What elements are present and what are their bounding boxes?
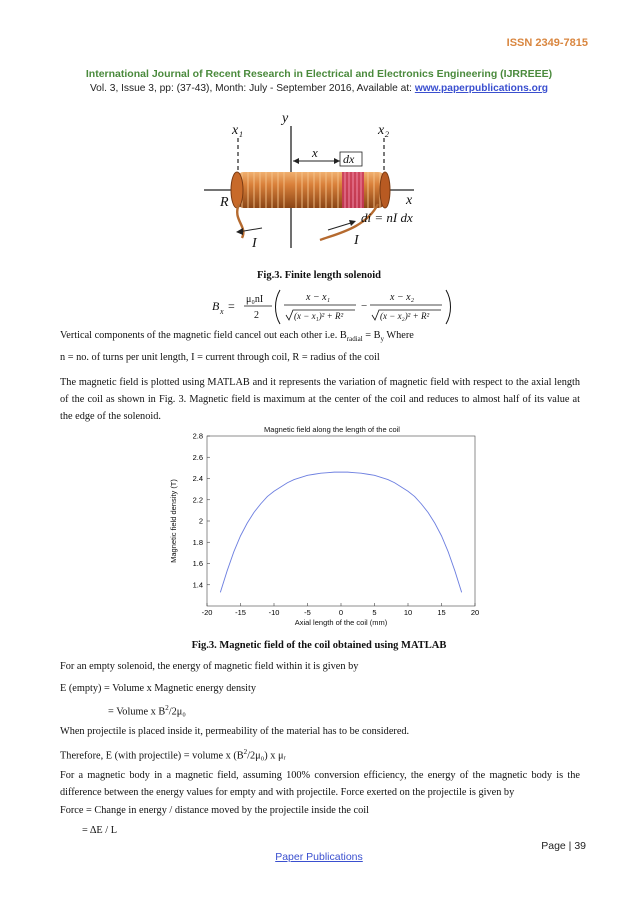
chart-point xyxy=(361,473,362,474)
chart-xlabel: Axial length of the coil (mm) xyxy=(294,618,388,627)
chart-point xyxy=(461,592,462,593)
journal-url-link[interactable]: www.paperpublications.org xyxy=(414,83,549,94)
eq-paren-right xyxy=(446,290,451,324)
chart-points xyxy=(220,472,462,593)
paragraph-permeability: When projectile is placed inside it, permeability of the material has to be considered. xyxy=(60,726,410,737)
chart-point xyxy=(307,475,308,476)
eq-lhs-sub: x xyxy=(220,307,224,316)
label-R: R xyxy=(220,195,229,210)
chart-point xyxy=(401,487,402,488)
eq-coef-den: 2 xyxy=(254,310,259,321)
label-dx: dx xyxy=(343,152,355,166)
chart-ylabel: Magnetic field density (T) xyxy=(169,479,178,563)
field-equation xyxy=(200,286,460,328)
p1-sub2: y xyxy=(380,335,385,344)
eq-lhs: B xyxy=(212,299,220,313)
p1-text: Vertical components of the magnetic field cancel out each other i.e. B xyxy=(60,330,347,341)
chart-point xyxy=(388,479,389,480)
chart-point xyxy=(368,474,369,475)
y-tick-label: 1.8 xyxy=(192,537,203,547)
chart-series-line xyxy=(220,472,461,592)
equation-with-projectile xyxy=(60,748,286,761)
chart-point xyxy=(280,487,281,488)
eq-den2: (x − x₂)² + R² xyxy=(380,311,430,321)
eq-minus: − xyxy=(361,300,368,312)
y-tick-label: 1.4 xyxy=(192,580,203,590)
paragraph-matlab-plot: The magnetic field is plotted using MATLAB and it represents the variation of magnetic field with respect to the axial length of the coil as shown in Fig. 3. Magnetic field is maximum at the center of the coil and reduces to almost half of its value at the edge of the solenoid. xyxy=(60,377,580,422)
equation-delta-e: = ΔE / L xyxy=(82,825,118,836)
journal-info-text: Vol. 3, Issue 3, pp: (37-43), Month: July - September 2016, Available at: xyxy=(89,83,415,94)
chart-point xyxy=(455,571,456,572)
chart-point xyxy=(428,512,429,513)
chart-point xyxy=(341,472,342,473)
chart-point xyxy=(347,472,348,473)
p8-post: /2μ₀) x μᵣ xyxy=(247,750,286,762)
x-tick-label: -15 xyxy=(235,608,246,617)
x-tick-label: 5 xyxy=(372,608,377,617)
chart-point xyxy=(374,475,375,476)
chart-point xyxy=(294,479,295,480)
paragraph-definitions: n = no. of turns per unit length, I = current through coil, R = radius of the coil xyxy=(60,352,380,363)
chart-point xyxy=(220,592,221,593)
eq-num2: x − x₂ xyxy=(390,292,415,303)
publisher-link[interactable]: Paper Publications xyxy=(275,851,363,863)
equation-force: Force = Change in energy / distance moved by the projectile inside the coil xyxy=(60,805,370,816)
eq-den1: (x − x₁)² + R² xyxy=(294,311,344,321)
x-tick-label: -5 xyxy=(304,608,311,617)
eq-num1: x − x₁ xyxy=(306,292,331,303)
chart-point xyxy=(381,477,382,478)
eq-paren-left xyxy=(276,290,281,324)
eq-equals: = xyxy=(228,299,235,313)
chart-point xyxy=(441,536,442,537)
eq-coef-num: μ₀nI xyxy=(246,294,264,305)
chart-point xyxy=(394,482,395,483)
x-tick-label: 20 xyxy=(470,608,480,617)
chart-point xyxy=(274,491,275,492)
chart-point xyxy=(227,571,228,572)
y-tick-label: 2.4 xyxy=(192,474,203,483)
issn: ISSN 2349-7815 xyxy=(506,37,588,49)
chart-point xyxy=(267,496,268,497)
y-tick-label: 2.2 xyxy=(192,495,203,505)
y-tick-label: 2.8 xyxy=(192,431,203,441)
x-tick-label: 0 xyxy=(338,608,344,617)
chart-point xyxy=(414,496,415,497)
chart-point xyxy=(240,536,241,537)
p6-pre: = Volume x B xyxy=(108,706,166,718)
chart-point xyxy=(327,472,328,473)
paragraph-empty-solenoid: For an empty solenoid, the energy of magnetic field within it is given by xyxy=(60,661,359,672)
chart-point xyxy=(334,472,335,473)
x-tick-label: 15 xyxy=(437,608,446,617)
y-tick-label: 2 xyxy=(198,516,203,526)
chart-title: Magnetic field along the length of the coil xyxy=(264,425,400,434)
chart-point xyxy=(287,482,288,483)
coil-end-left xyxy=(231,172,243,208)
x-tick-label: 10 xyxy=(403,608,413,617)
paragraph-vertical-components xyxy=(60,330,414,343)
journal-title: International Journal of Recent Research in Electrical and Electronics Engineering (IJRREEE) xyxy=(85,68,553,80)
chart-plot-area xyxy=(207,436,475,606)
chart-ticks xyxy=(193,432,480,618)
p8-sup: 2 xyxy=(243,748,248,756)
equation-volume xyxy=(108,704,186,717)
label-y: y xyxy=(282,111,289,126)
p8-pre: Therefore, E (with projectile) = volume x (B xyxy=(60,750,244,762)
label-I-right: I xyxy=(354,233,359,248)
chart-point xyxy=(435,523,436,524)
chart-point xyxy=(234,552,235,553)
label-di: di = nI dx xyxy=(361,210,413,225)
label-x: x xyxy=(312,145,318,160)
chart-point xyxy=(321,473,322,474)
solenoid-diagram xyxy=(196,108,442,258)
x-tick-label: -20 xyxy=(201,608,213,617)
paragraph-energy-difference: For a magnetic body in a magnetic field, assuming 100% conversion efficiency, the energy of the magnetic body is the difference between the energy values for empty and with projectile. Force exerted on the projectile is given by xyxy=(60,770,580,798)
p1-sub: radial xyxy=(346,335,363,344)
label-I-left: I xyxy=(252,236,257,251)
chart-point xyxy=(448,552,449,553)
p6-post: /2μ₀ xyxy=(168,706,186,718)
chart-point xyxy=(247,523,248,524)
label-x1: x₁ xyxy=(232,123,244,138)
p1-end: Where xyxy=(384,330,414,341)
label-x-axis: x xyxy=(406,193,413,208)
magnetic-field-chart xyxy=(160,420,486,630)
figure1-caption: Fig.3. Finite length solenoid xyxy=(257,270,381,281)
y-tick-label: 1.6 xyxy=(192,559,203,568)
label-x2: x₂ xyxy=(378,123,390,138)
page-number: Page | 39 xyxy=(541,840,586,852)
coil-end-right xyxy=(380,172,390,208)
chart-point xyxy=(408,491,409,492)
chart-point xyxy=(421,504,422,505)
x-tick-label: -10 xyxy=(268,608,280,617)
chart-point xyxy=(354,472,355,473)
y-tick-label: 2.6 xyxy=(192,452,203,462)
p6-sup: 2 xyxy=(165,704,169,712)
chart-point xyxy=(260,504,261,505)
chart-point xyxy=(301,477,302,478)
p1-mid: = B xyxy=(362,330,381,341)
figure2-caption: Fig.3. Magnetic field of the coil obtained using MATLAB xyxy=(191,640,447,651)
chart-point xyxy=(254,512,255,513)
journal-info xyxy=(0,83,638,94)
chart-point xyxy=(314,474,315,475)
equation-empty-energy: E (empty) = Volume x Magnetic energy density xyxy=(60,683,256,694)
